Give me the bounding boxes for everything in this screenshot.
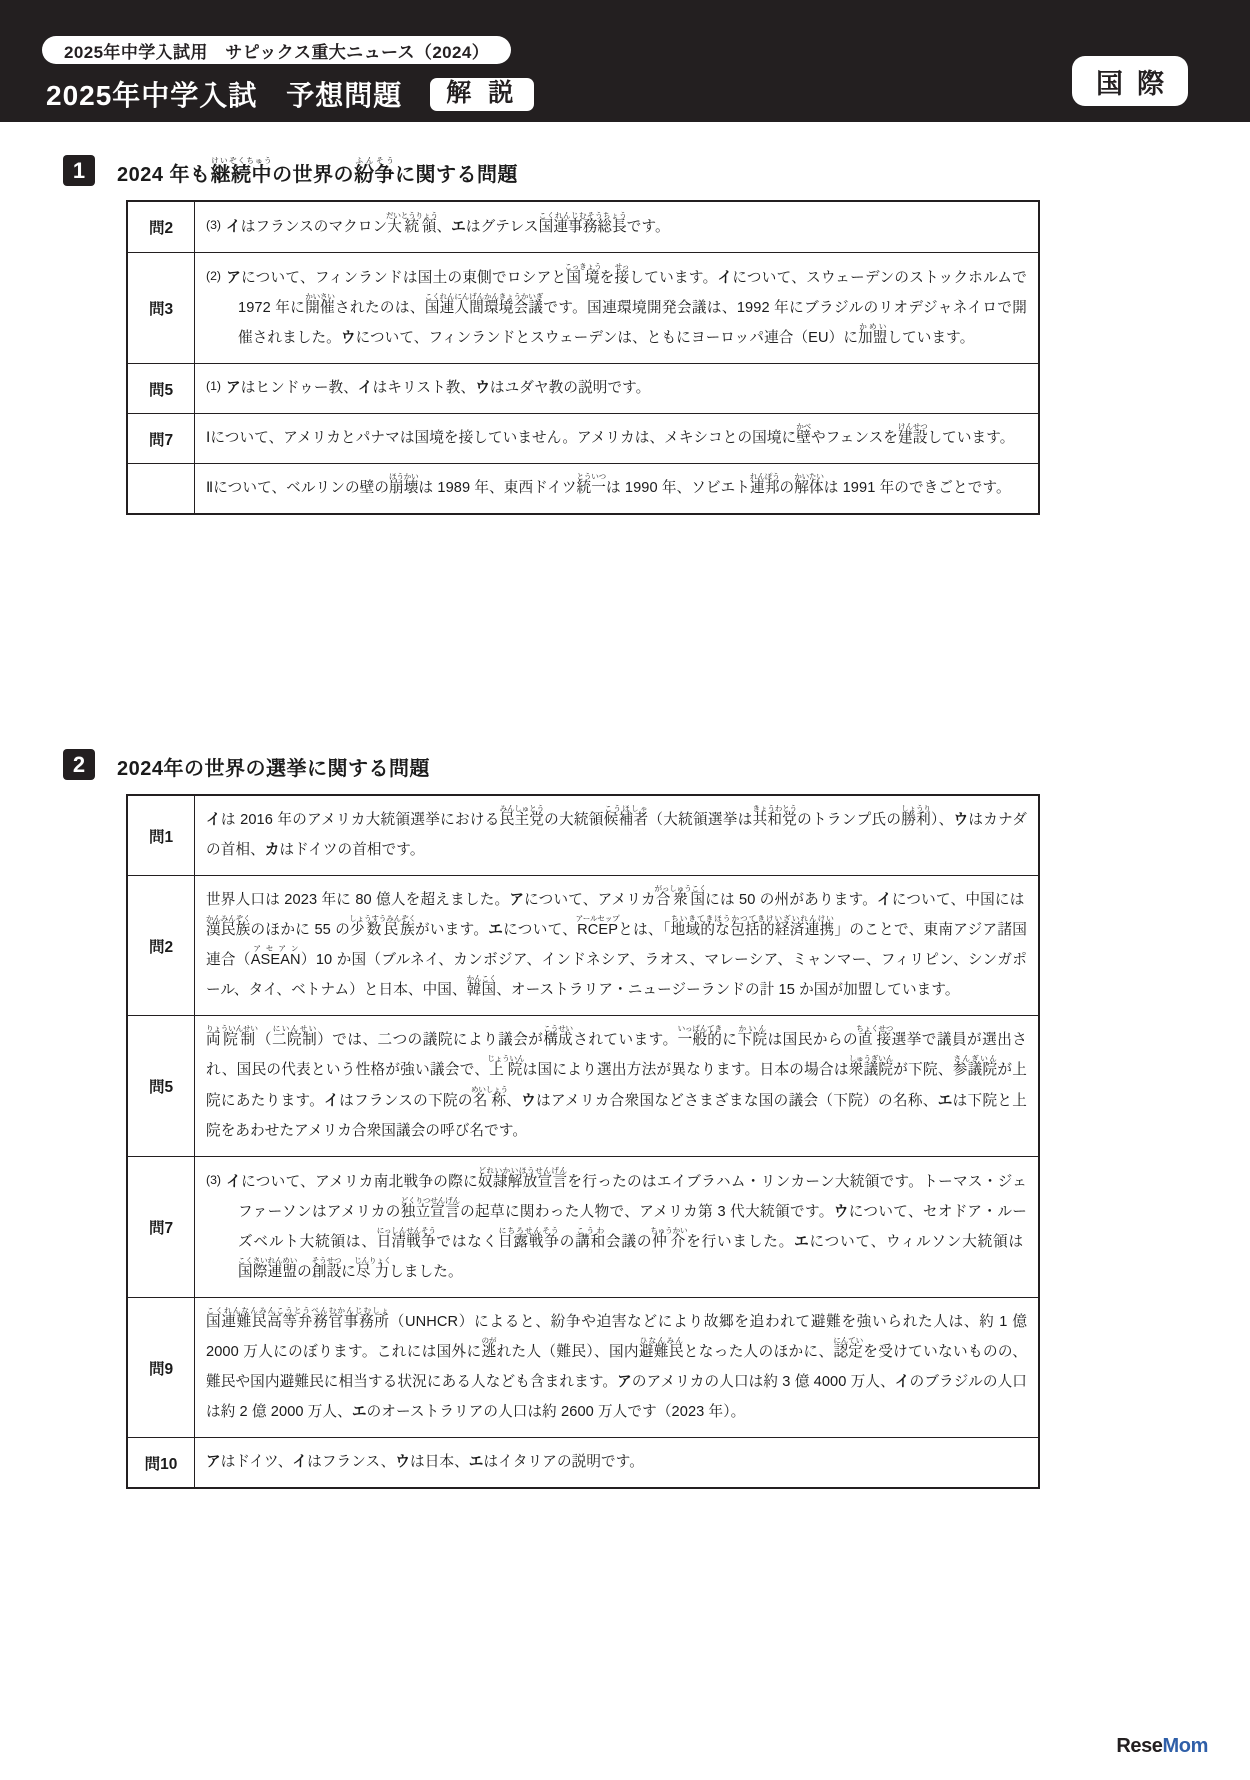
answer-text: Ⅱについて、ベルリンの壁の崩壊ほうかいは 1989 年、東西ドイツ統一とういつは 1990 年、ソビエト連邦れんぽうの解体かいたいは 1991 年のできごとです。 xyxy=(206,472,1011,497)
table-row xyxy=(127,464,1039,515)
answer-text: (3) イについて、アメリカ南北戦争の際に奴隷解放宣言どれいかいほうせんげんを行ったのはエイブラハム・リンカーン大統領です。トーマス・ジェファーソンはアメリカの独立宣言どくりつせんげんの起草に関わった人物で、アメリカ第 3 代大統領です。ウについて、セオドア・ルーズベルト大統領は、日清戦争にっしんせんそうではなく日露戦争にちろせんそうの講和こうわ会議の仲介ちゅうかいを行いました。エについて、ウィルソン大統領は国際連盟こくさいれんめいの創設そうせつに尽力じんりょくしました。 xyxy=(206,1165,1027,1280)
table-row xyxy=(127,253,1039,364)
resemom-logo xyxy=(1116,1735,1208,1758)
header-kicker-text: 2025年中学入試用 サピックス重大ニュース（2024） xyxy=(64,42,490,62)
table-row xyxy=(127,1016,1039,1156)
table-row xyxy=(127,795,1039,876)
kaisetsu-badge: 解 説 xyxy=(430,78,534,111)
section-1-title: 2024 年も継続中けいぞくちゅうの世界の紛争ふんそうに関する問題 xyxy=(117,156,519,186)
subject-badge: 国際 xyxy=(1072,56,1188,106)
answer-text: Ⅰについて、アメリカとパナマは国境を接していません。アメリカは、メキシコとの国境に壁かべやフェンスを建けん設せつしています。 xyxy=(206,422,1015,447)
table-row xyxy=(127,364,1039,414)
table-row xyxy=(127,201,1039,253)
page-title: 2025年中学入試 予想問題 xyxy=(46,80,403,111)
section-1-answer-table xyxy=(126,200,1040,515)
question-label: 問7 xyxy=(127,1156,195,1297)
section-2 xyxy=(0,742,1250,1489)
question-label: 問5 xyxy=(127,364,195,414)
table-row xyxy=(127,414,1039,464)
logo-rese: Rese xyxy=(1116,1735,1163,1757)
section-2-number: 2 xyxy=(63,749,95,780)
page-header xyxy=(0,0,1250,122)
table-row xyxy=(127,876,1039,1016)
section-2-answer-table xyxy=(126,794,1040,1489)
section-2-heading xyxy=(0,742,1250,780)
answer-text: 国連難民高等弁務官事務所こくれんなんみんこうとうべんむかんじむしょ（UNHCR）によると、紛争や迫害などにより故郷を追われて避難を強いられた人は、約 1 億 2000 万人にのぼります。これには国外に逃のがれた人（難民）、国内避難民ひなんみんとなった人のほかに、認にん定ていを受けていないものの、難民や国内避難民に相当する状況にある人なども含まれます。アのアメリカの人口は約 3 億 4000 万人、イのブラジルの人口は約 2 億 2000 万人、エのオーストラリアの人口は約 2600 万人です（2023 年）。 xyxy=(206,1305,1028,1421)
answer-text: (1) アはヒンドゥー教、イはキリスト教、ウはユダヤ教の説明です。 xyxy=(206,379,651,397)
question-label xyxy=(127,464,195,515)
table-row xyxy=(127,1438,1039,1489)
question-label: 問10 xyxy=(127,1438,195,1489)
logo-mom: Mom xyxy=(1162,1735,1208,1757)
section-2-title: 2024年の世界の選挙に関する問題 xyxy=(117,758,430,780)
section-1-heading xyxy=(0,148,1250,186)
question-label: 問3 xyxy=(127,253,195,364)
answer-text: アはドイツ、イはフランス、ウは日本、エはイタリアの説明です。 xyxy=(206,1454,644,1471)
answer-text: イは 2016 年のアメリカ大統領選挙における民主党みんしゅとうの大統領候補者こうほしゃ（大統領選挙は共和党きょうわとうのトランプ氏の勝利しょうり）、ウはカナダの首相、カはドイツの首相です。 xyxy=(206,804,1027,859)
header-kicker-pill xyxy=(42,36,511,64)
question-label: 問2 xyxy=(127,876,195,1016)
question-label: 問1 xyxy=(127,795,195,876)
section-1 xyxy=(0,148,1250,515)
question-label: 問5 xyxy=(127,1016,195,1156)
answer-text: 両院制りょういんせい（二院制にいんせい）では、二つの議院により議会が構成こうせいされています。一般的いっぱんてきに下院かいんは国民からの直接ちょくせつ選挙で議員が選出され、国民の代表という性格が強い議会で、上院じょういんは国により選出方法が異なります。日本の場合は衆議院しゅうぎいんが下院、参議院さんぎいんが上院にあたります。イはフランスの下院の名称めいしょう、ウはアメリカ合衆国などさまざまな国の議会（下院）の名称、エは下院と上院をあわせたアメリカ合衆国議会の呼び名です。 xyxy=(206,1024,1027,1139)
section-1-number: 1 xyxy=(63,155,95,186)
answer-text: 世界人口は 2023 年に 80 億人を超えました。アについて、アメリカ合衆国がっしゅうこくには 50 の州があります。イについて、中国には漢民族かんみんぞくのほかに 55 の少数民族しょうすうみんぞくがいます。エについて、RCEPアールセップとは、「地域的な包括的経済連携ちいきてきほうかつてきけいざいれんけい」のことで、東南アジア諸国連合（ASEANアセアン）10 か国（ブルネイ、カンボジア、インドネシア、ラオス、マレーシア、ミャンマー、フィリピン、シンガポール、タイ、ベトナム）と日本、中国、韓国かんこく、オーストラリア・ニュージーランドの計 15 か国が加盟しています。 xyxy=(206,884,1027,999)
answer-text: (3) イはフランスのマクロン大統領だいとうりょう、エはグテレス国連事務総長こくれんじむそうちょうです。 xyxy=(206,211,670,235)
answer-text: (2) アについて、フィンランドは国土の東側でロシアと国境こっきょうを接せっしています。イについて、スウェーデンのストックホルムで 1972 年に開催かいさいされたのは、国連人間環境会議こくれんにんげんかんきょうかいぎです。国連環境開発会議は、1992 年にブラジルのリオデジャネイロで開催されました。ウについて、フィンランドとスウェーデンは、ともにヨーロッパ連合（EU）に加盟かめいしています。 xyxy=(206,262,1027,347)
question-label: 問2 xyxy=(127,201,195,253)
header-title-row xyxy=(46,74,534,114)
question-label: 問7 xyxy=(127,414,195,464)
table-row xyxy=(127,1297,1039,1437)
question-label: 問9 xyxy=(127,1297,195,1437)
table-row xyxy=(127,1156,1039,1297)
